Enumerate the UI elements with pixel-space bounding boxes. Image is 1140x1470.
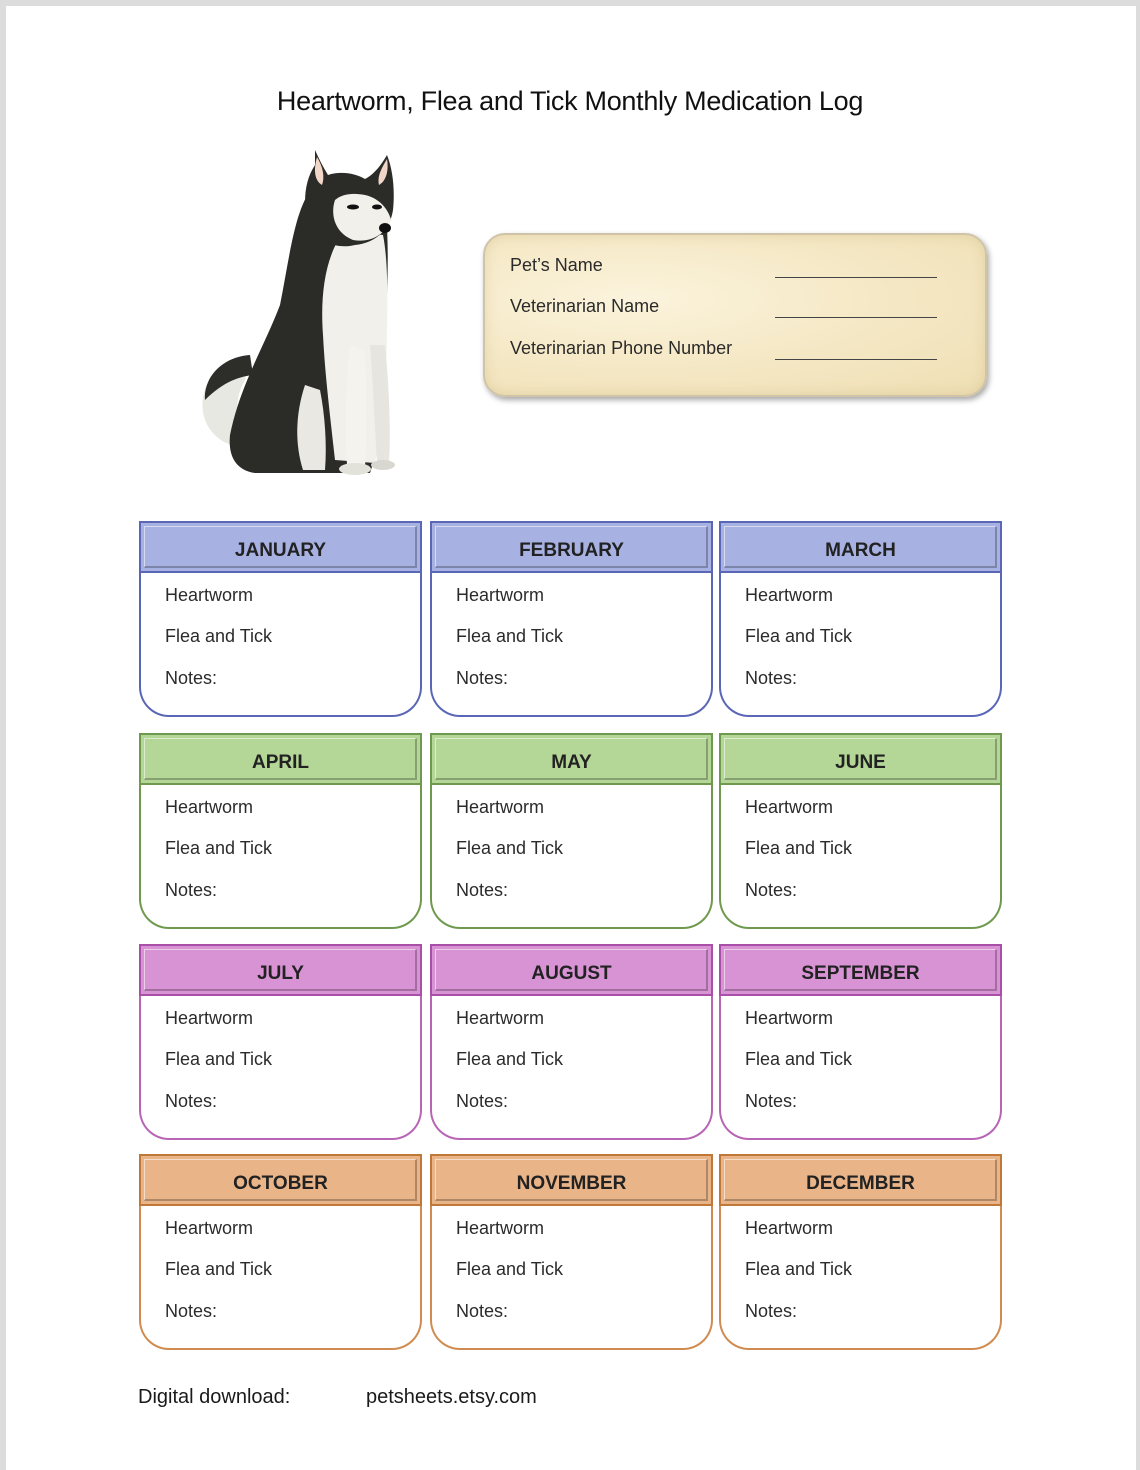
vet-name-field[interactable] bbox=[775, 317, 937, 318]
month-header: JULY bbox=[139, 944, 422, 996]
notes-label: Notes: bbox=[165, 880, 218, 900]
husky-dog-illustration bbox=[195, 145, 405, 480]
flea-tick-label: Flea and Tick bbox=[165, 626, 273, 646]
flea-tick-label: Flea and Tick bbox=[165, 1049, 273, 1069]
heartworm-label: Heartworm bbox=[745, 585, 834, 605]
notes-label: Notes: bbox=[165, 1301, 218, 1321]
notes-label: Notes: bbox=[456, 1301, 509, 1321]
heartworm-label: Heartworm bbox=[165, 585, 254, 605]
vet-phone-label: Veterinarian Phone Number bbox=[510, 338, 733, 358]
month-header: MAY bbox=[430, 733, 713, 785]
heartworm-label: Heartworm bbox=[165, 1008, 254, 1028]
heartworm-label: Heartworm bbox=[745, 797, 834, 817]
month-header: AUGUST bbox=[430, 944, 713, 996]
footer-url[interactable]: petsheets.etsy.com bbox=[366, 1386, 537, 1408]
month-card-october bbox=[139, 1154, 422, 1350]
notes-label: Notes: bbox=[456, 880, 509, 900]
heartworm-label: Heartworm bbox=[456, 585, 545, 605]
flea-tick-label: Flea and Tick bbox=[745, 838, 853, 858]
month-header: SEPTEMBER bbox=[719, 944, 1002, 996]
flea-tick-label: Flea and Tick bbox=[456, 626, 564, 646]
heartworm-label: Heartworm bbox=[456, 797, 545, 817]
flea-tick-label: Flea and Tick bbox=[456, 1259, 564, 1279]
month-header: APRIL bbox=[139, 733, 422, 785]
month-card-april bbox=[139, 733, 422, 929]
notes-label: Notes: bbox=[745, 880, 798, 900]
month-card-may bbox=[430, 733, 713, 929]
month-header: DECEMBER bbox=[719, 1154, 1002, 1206]
flea-tick-label: Flea and Tick bbox=[456, 1049, 564, 1069]
month-card-january bbox=[139, 521, 422, 717]
footer-label: Digital download: bbox=[138, 1386, 291, 1408]
notes-label: Notes: bbox=[745, 1091, 798, 1111]
pet-name-label: Pet’s Name bbox=[510, 255, 603, 275]
heartworm-label: Heartworm bbox=[165, 1218, 254, 1238]
flea-tick-label: Flea and Tick bbox=[165, 838, 273, 858]
notes-label: Notes: bbox=[745, 1301, 798, 1321]
month-card-november bbox=[430, 1154, 713, 1350]
month-card-july bbox=[139, 944, 422, 1140]
heartworm-label: Heartworm bbox=[456, 1008, 545, 1028]
vet-phone-field[interactable] bbox=[775, 359, 937, 360]
flea-tick-label: Flea and Tick bbox=[745, 1259, 853, 1279]
notes-label: Notes: bbox=[165, 668, 218, 688]
month-header: JANUARY bbox=[139, 521, 422, 573]
heartworm-label: Heartworm bbox=[456, 1218, 545, 1238]
month-card-september bbox=[719, 944, 1002, 1140]
heartworm-label: Heartworm bbox=[165, 797, 254, 817]
month-card-february bbox=[430, 521, 713, 717]
flea-tick-label: Flea and Tick bbox=[165, 1259, 273, 1279]
month-header: JUNE bbox=[719, 733, 1002, 785]
notes-label: Notes: bbox=[456, 1091, 509, 1111]
pet-info-box bbox=[483, 233, 987, 397]
notes-label: Notes: bbox=[165, 1091, 218, 1111]
flea-tick-label: Flea and Tick bbox=[745, 626, 853, 646]
notes-label: Notes: bbox=[456, 668, 509, 688]
month-header: FEBRUARY bbox=[430, 521, 713, 573]
pet-name-field[interactable] bbox=[775, 277, 937, 278]
month-header: NOVEMBER bbox=[430, 1154, 713, 1206]
month-card-june bbox=[719, 733, 1002, 929]
notes-label: Notes: bbox=[745, 668, 798, 688]
month-card-december bbox=[719, 1154, 1002, 1350]
vet-name-label: Veterinarian Name bbox=[510, 296, 660, 316]
month-header: MARCH bbox=[719, 521, 1002, 573]
flea-tick-label: Flea and Tick bbox=[745, 1049, 853, 1069]
heartworm-label: Heartworm bbox=[745, 1218, 834, 1238]
month-card-march bbox=[719, 521, 1002, 717]
month-header: OCTOBER bbox=[139, 1154, 422, 1206]
month-card-august bbox=[430, 944, 713, 1140]
flea-tick-label: Flea and Tick bbox=[456, 838, 564, 858]
heartworm-label: Heartworm bbox=[745, 1008, 834, 1028]
page-title: Heartworm, Flea and Tick Monthly Medication Log bbox=[276, 86, 864, 116]
